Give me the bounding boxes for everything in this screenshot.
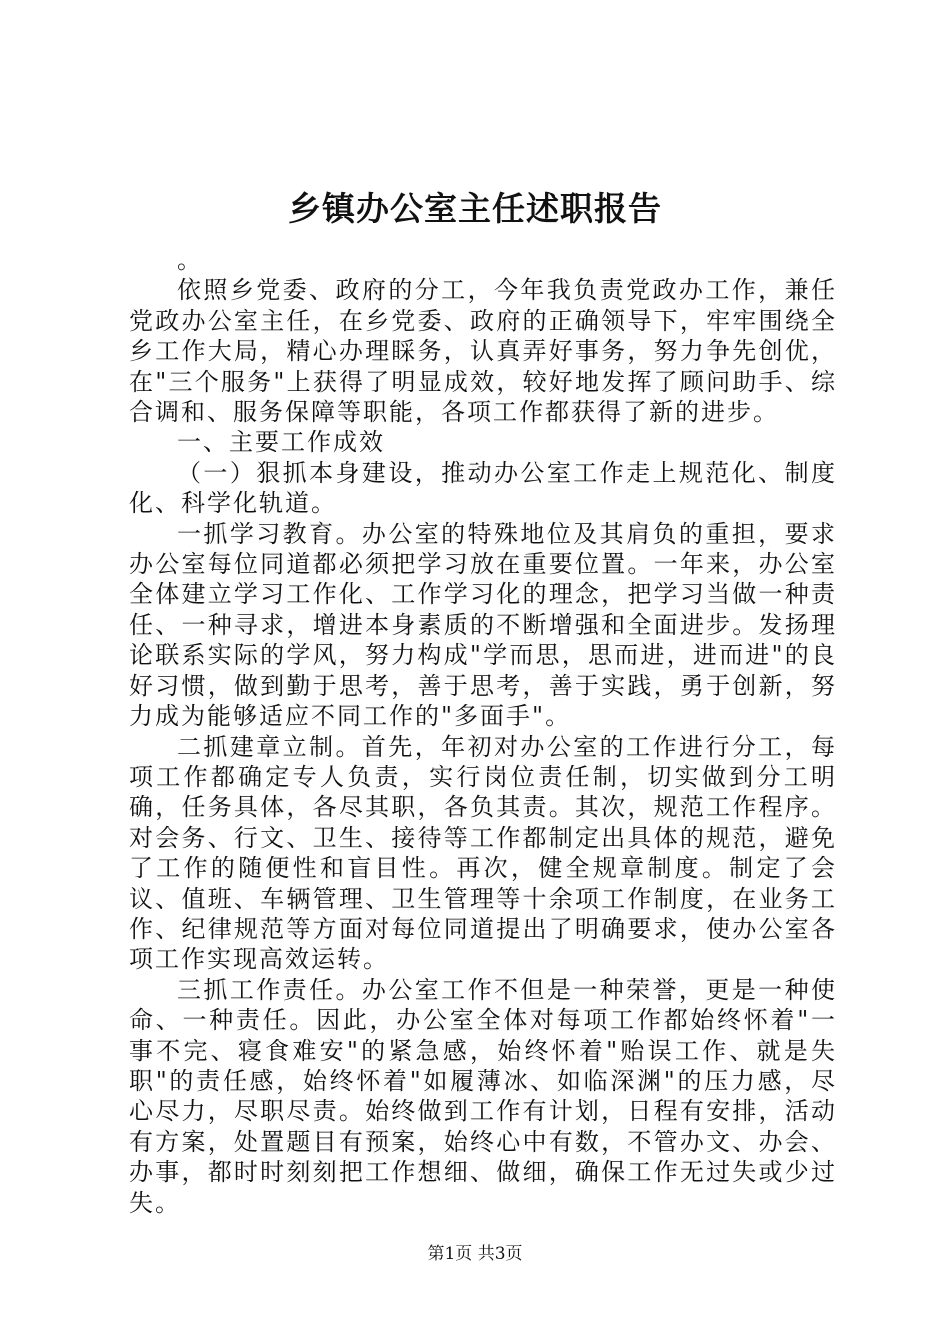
- paragraph-work-responsibility: 三抓工作责任。办公室工作不但是一种荣誉，更是一种使命、一种责任。因此，办公室全体对每项工作都始终怀着"一事不完、寝食难安"的紧急感，始终怀着"贻误工作、就是失职"的责任感，始终怀着"如履薄冰、如临深渊"的压力感，尽心尽力，尽职尽责。始终做到工作有计划，日程有安排，活动有方案，处置题目有预案，始终心中有数，不管办文、办会、办事，都时时刻刻把工作想细、做细，确保工作无过失或少过失。: [129, 975, 837, 1217]
- document-title: 乡镇办公室主任述职报告: [288, 189, 662, 228]
- page-number: 第1页 共3页: [427, 1244, 523, 1264]
- paragraph-study-education: 一抓学习教育。办公室的特殊地位及其肩负的重担，要求办公室每位同道都必须把学习放在重要位置。一年来，办公室全体建立学习工作化、工作学习化的理念，把学习当做一种责任、一种寻求，增进本身素质的不断增强和全面进步。发扬理论联系实际的学风，努力构成"学而思，思而进，进而进"的良好习惯，做到勤于思考，善于思考，善于实践，勇于创新，努力成为能够适应不同工作的"多面手"。: [129, 519, 837, 731]
- paragraph-rules-system: 二抓建章立制。首先，年初对办公室的工作进行分工，每项工作都确定专人负责，实行岗位责任制，切实做到分工明确，任务具体，各尽其职，各负其责。其次，规范工作程序。对会务、行文、卫生、接待等工作都制定出具体的规范，避免了工作的随便性和盲目性。再次，健全规章制度。制定了会议、值班、车辆管理、卫生管理等十余项工作制度，在业务工作、纪律规范等方面对每位同道提出了明确要求，使办公室各项工作实现高效运转。: [129, 732, 837, 974]
- paragraph-overview: 依照乡党委、政府的分工，今年我负责党政办工作，兼任党政办公室主任，在乡党委、政府的正确领导下，牢牢围绕全乡工作大局，精心办理睬务，认真弄好事务，努力争先创优，在"三个服务"上获得了明显成效，较好地发挥了顾问助手、综合调和、服务保障等职能，各项工作都获得了新的进步。: [129, 276, 837, 427]
- section-heading-main-results: 一、主要工作成效: [177, 428, 385, 457]
- document-body: [129, 245, 837, 1218]
- subsection-heading-self-building: （一）狠抓本身建设，推动办公室工作走上规范化、制度化、科学化轨道。: [129, 458, 837, 518]
- paragraph-intro-mark: 。: [177, 246, 203, 274]
